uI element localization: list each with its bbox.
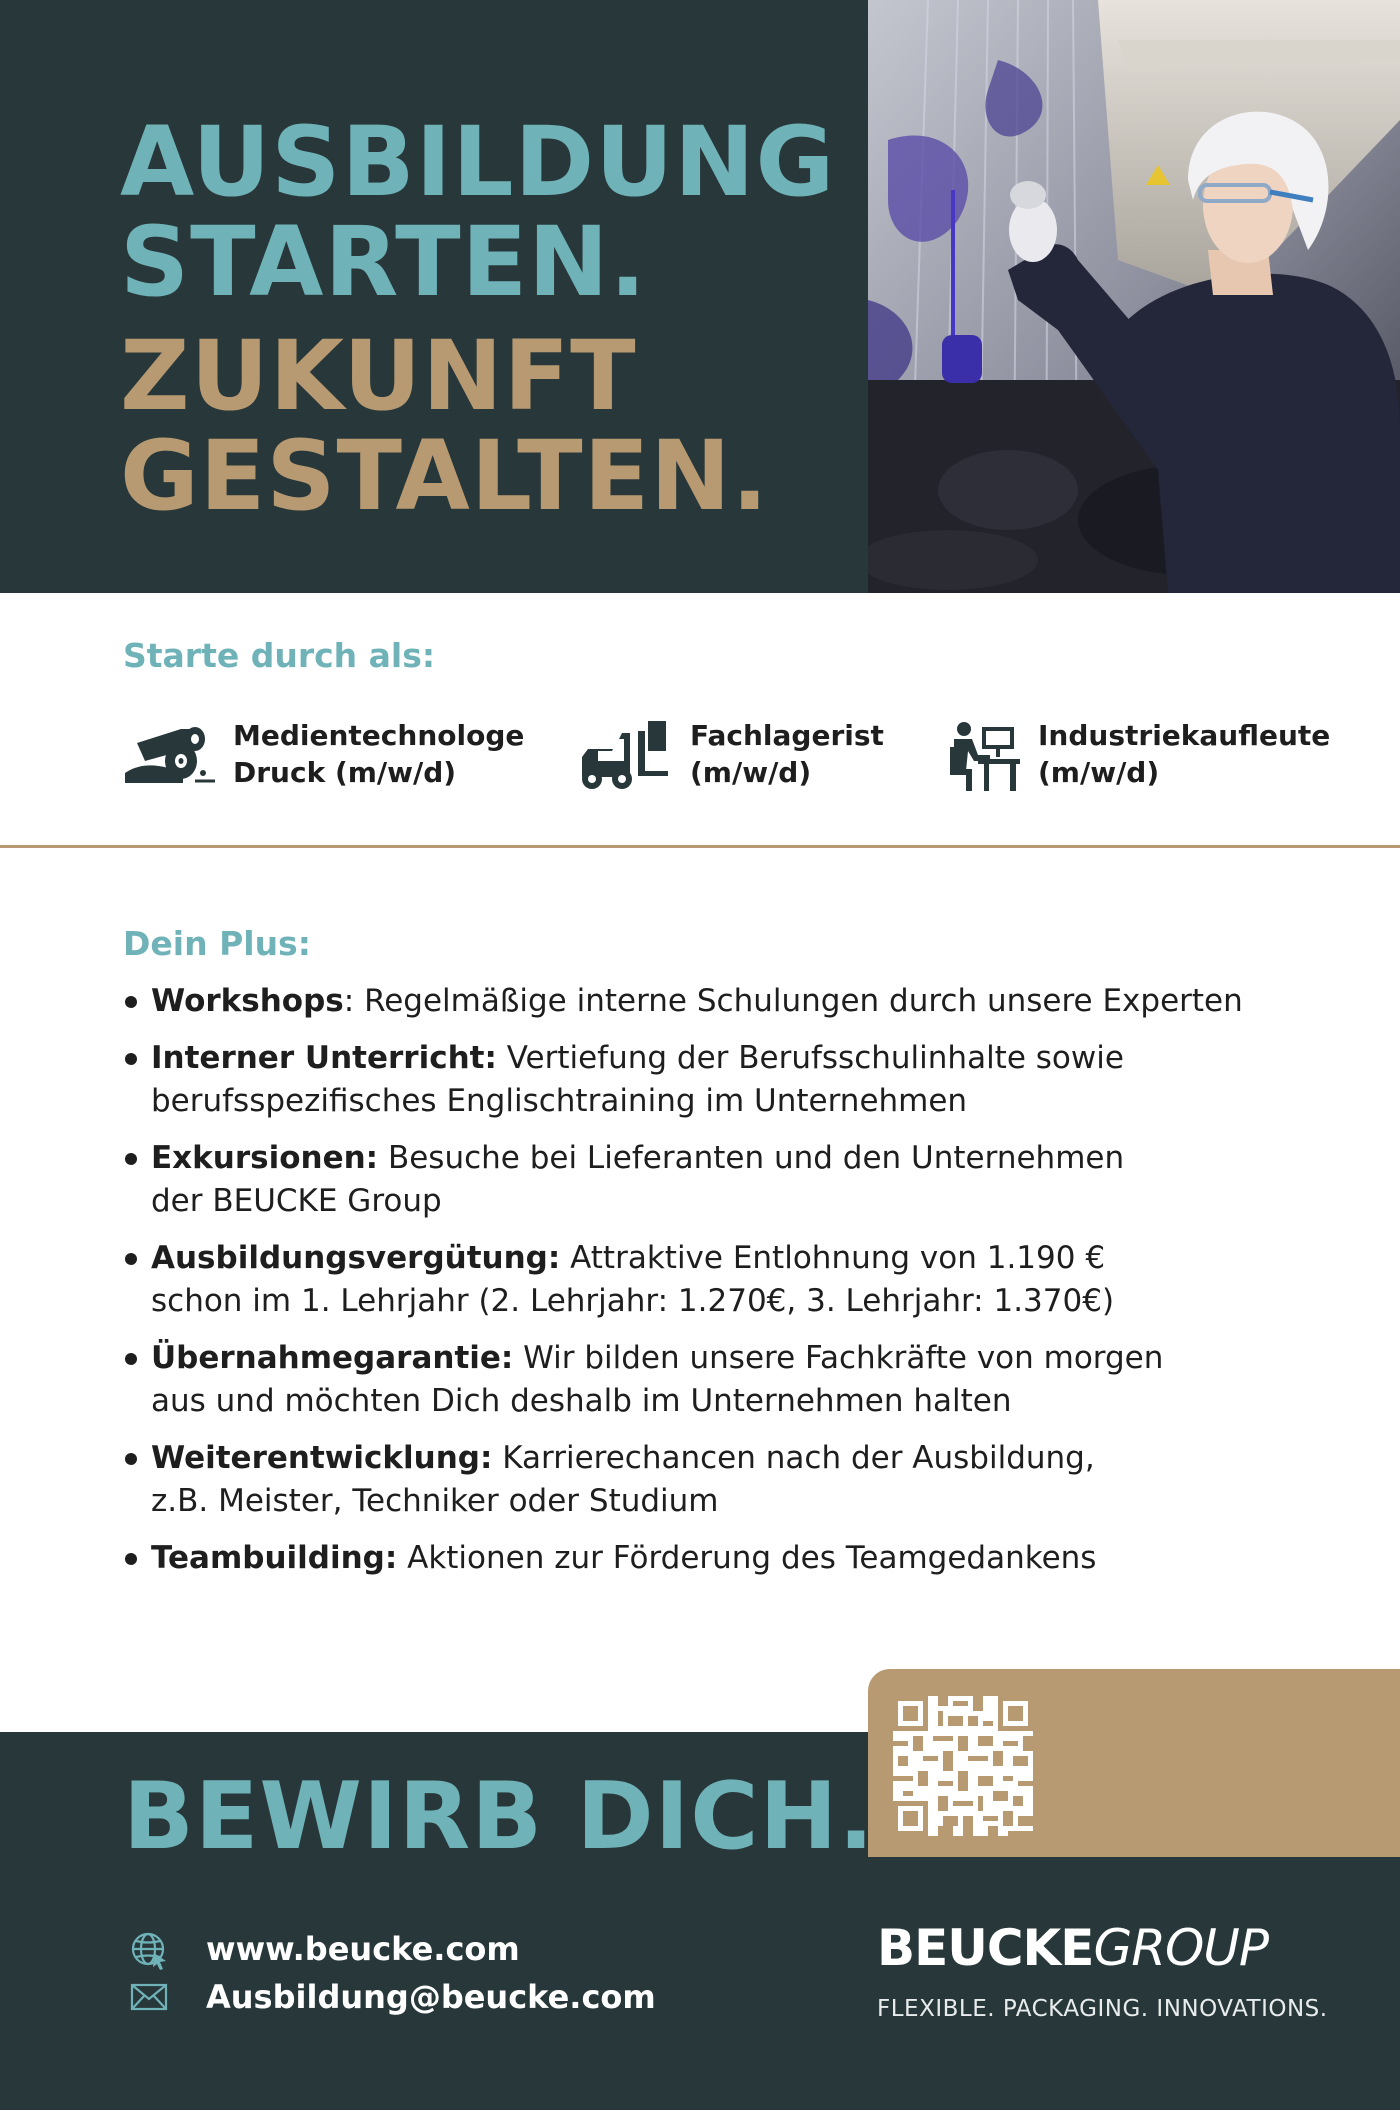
job-title-line-2: (m/w/d) <box>1038 756 1160 789</box>
benefit-text: Wir bilden unsere Fachkräfte von morgen <box>513 1340 1164 1376</box>
website-text: www.beucke.com <box>206 1930 520 1968</box>
benefit-term: Interner Unterricht: <box>151 1040 497 1076</box>
headline-line-3: ZUKUNFT <box>120 320 637 432</box>
photo-illustration <box>868 0 1400 593</box>
job-title-line-2: (m/w/d) <box>690 756 812 789</box>
qr-code-icon[interactable] <box>893 1696 1033 1840</box>
benefit-item <box>123 1137 1303 1223</box>
benefit-text-cont: berufsspezifisches Englischtraining im Unternehmen <box>151 1083 968 1119</box>
qr-panel <box>868 1669 1400 1857</box>
headline-line-4: GESTALTEN. <box>120 420 769 532</box>
forklift-icon <box>578 721 670 797</box>
benefit-item <box>123 1237 1303 1323</box>
benefit-text: : Regelmäßige interne Schulungen durch unsere Experten <box>343 983 1243 1019</box>
hero-photo <box>868 0 1400 593</box>
benefit-text-cont: z.B. Meister, Techniker oder Studium <box>151 1483 719 1519</box>
benefit-term: Exkursionen: <box>151 1140 379 1176</box>
benefit-text-cont: der BEUCKE Group <box>151 1183 442 1219</box>
office-worker-icon <box>948 721 1020 797</box>
benefit-text: Attraktive Entlohnung von 1.190 € <box>560 1240 1106 1276</box>
benefit-text: Besuche bei Lieferanten und den Unternehmen <box>378 1140 1125 1176</box>
logo-brand-bold: BEUCKE <box>877 1919 1094 1977</box>
email-text: Ausbildung@beucke.com <box>206 1978 656 2016</box>
beucke-group-logo <box>877 1918 1347 2022</box>
benefit-term: Workshops <box>151 983 344 1019</box>
benefit-text: Karrierechancen nach der Ausbildung, <box>492 1440 1095 1476</box>
benefit-term: Ausbildungsvergütung: <box>151 1240 561 1276</box>
benefit-item <box>123 1537 1303 1580</box>
benefit-text: Aktionen zur Förderung des Teamgedankens <box>397 1540 1097 1576</box>
paper-rolls-icon <box>123 721 215 791</box>
benefit-text-cont: schon im 1. Lehrjahr (2. Lehrjahr: 1.270€, 3. Lehrjahr: 1.370€) <box>151 1283 1115 1319</box>
benefit-item <box>123 980 1303 1023</box>
job-industrial-clerk <box>948 713 1348 797</box>
envelope-icon <box>130 1979 170 2019</box>
job-title-line-2: Druck (m/w/d) <box>233 756 457 789</box>
job-title-line-1: Industriekaufleute <box>1038 719 1331 752</box>
logo-tagline: FLEXIBLE. PACKAGING. INNOVATIONS. <box>877 1996 1328 2022</box>
benefit-item <box>123 1037 1303 1123</box>
benefit-term: Teambuilding: <box>151 1540 398 1576</box>
start-label: Starte durch als: <box>123 636 436 675</box>
headline-line-2: STARTEN. <box>120 206 647 318</box>
globe-icon <box>130 1931 170 1975</box>
benefit-term: Übernahmegarantie: <box>151 1340 514 1376</box>
logo-wordmark <box>877 1918 1347 1990</box>
benefits-list <box>123 980 1303 1594</box>
benefit-item <box>123 1437 1303 1523</box>
job-media-technologist <box>123 713 523 797</box>
logo-brand-italic: GROUP <box>1093 1919 1269 1977</box>
job-title-line-1: Fachlagerist <box>690 719 884 752</box>
plus-label: Dein Plus: <box>123 924 311 963</box>
benefit-item <box>123 1337 1303 1423</box>
job-warehouse-specialist <box>578 713 898 797</box>
divider <box>0 845 1400 848</box>
benefit-text: Vertiefung der Berufsschulinhalte sowie <box>496 1040 1124 1076</box>
headline-line-1: AUSBILDUNG <box>120 106 836 218</box>
apply-headline: BEWIRB DICH. <box>123 1762 875 1870</box>
job-title-line-1: Medientechnologe <box>233 719 525 752</box>
headline <box>120 106 836 532</box>
benefit-text-cont: aus und möchten Dich deshalb im Unternehmen halten <box>151 1383 1012 1419</box>
benefit-term: Weiterentwicklung: <box>151 1440 493 1476</box>
